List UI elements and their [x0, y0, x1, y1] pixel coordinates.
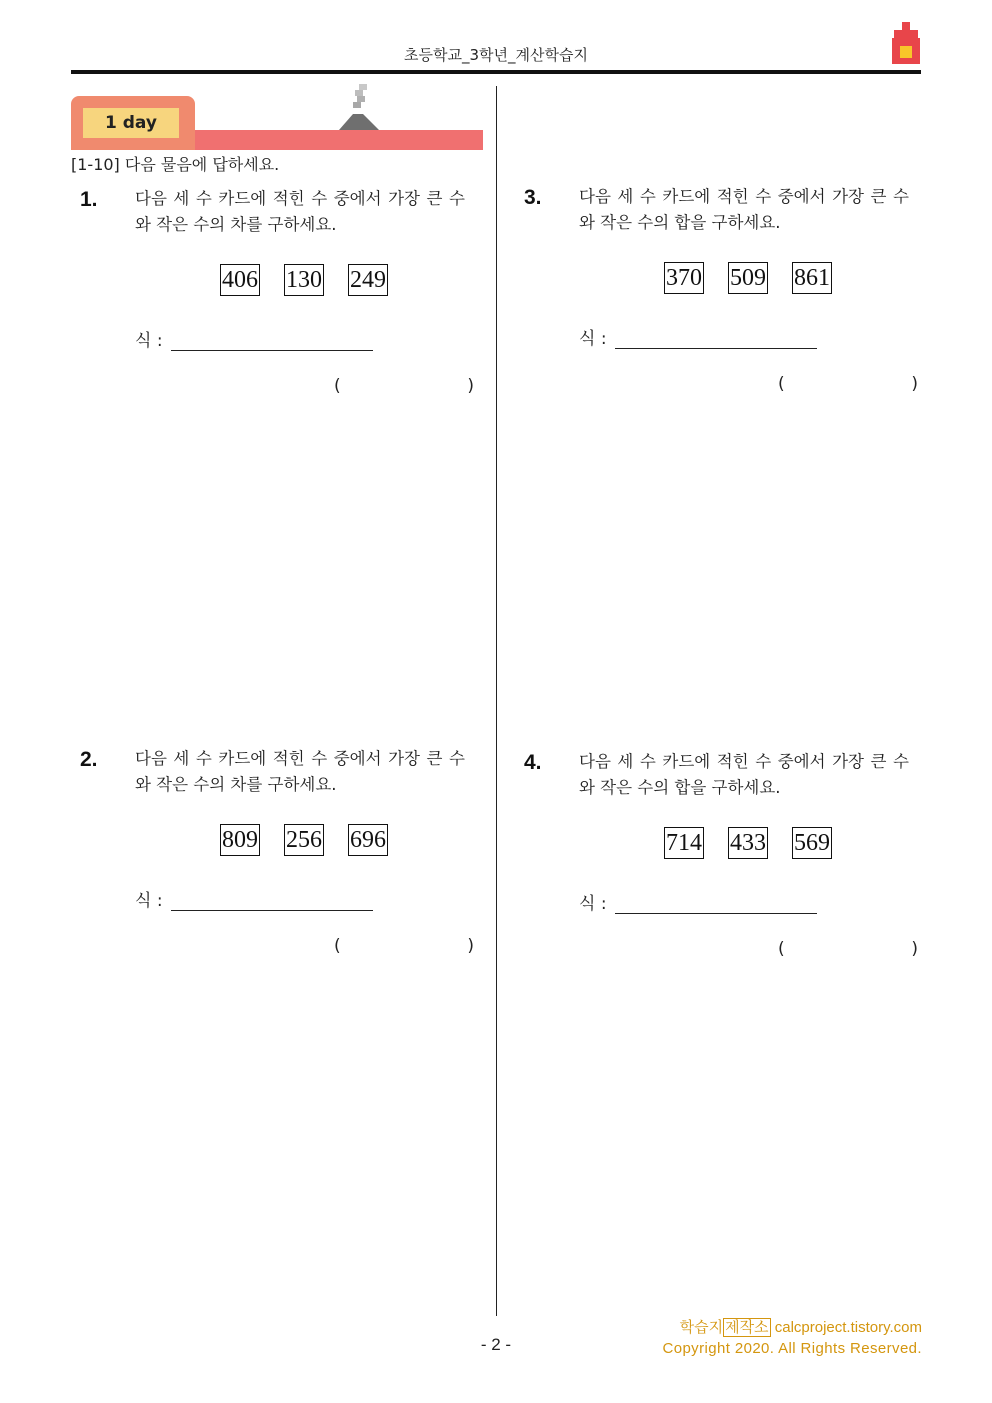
column-divider [496, 86, 497, 1316]
paren-open: ( [334, 936, 341, 956]
copyright-text: Copyright 2020. All Rights Reserved. [662, 1340, 922, 1357]
number-card: 256 [284, 824, 324, 856]
number-card: 509 [728, 262, 768, 294]
formula-answer-line[interactable] [615, 334, 817, 349]
number-card: 249 [348, 264, 388, 296]
answer-box[interactable] [334, 376, 474, 396]
paren-close: ) [911, 939, 918, 959]
paren-open: ( [334, 376, 341, 396]
number-card: 370 [664, 262, 704, 294]
answer-box[interactable] [778, 939, 918, 959]
question-number: 3. [524, 186, 542, 209]
question-number: 1. [80, 188, 98, 211]
number-cards [664, 262, 832, 294]
castle-logo-icon [890, 22, 922, 68]
instruction-text: [1-10] 다음 물음에 답하세요. [71, 155, 280, 174]
day-banner [71, 96, 483, 152]
brand-boxed: 제작소 [725, 1319, 769, 1336]
number-card: 130 [284, 264, 324, 296]
number-card: 714 [664, 827, 704, 859]
formula-label: 식 : [579, 894, 607, 914]
number-cards [220, 824, 388, 856]
formula-label: 식 : [579, 329, 607, 349]
number-card: 861 [792, 262, 832, 294]
number-cards [664, 827, 832, 859]
question-text: 다음 세 수 카드에 적힌 수 중에서 가장 큰 수와 작은 수의 차를 구하세요. [135, 189, 465, 234]
answer-box[interactable] [778, 374, 918, 394]
site-link[interactable]: calcproject.tistory.com [774, 1319, 922, 1336]
formula-row [579, 324, 817, 349]
answer-box[interactable] [334, 936, 474, 956]
header-rule [71, 70, 921, 74]
page-number: - 2 - [480, 1335, 512, 1354]
paren-open: ( [778, 374, 785, 394]
volcano-icon [329, 84, 385, 134]
paren-close: ) [467, 936, 474, 956]
paren-close: ) [467, 376, 474, 396]
question-text: 다음 세 수 카드에 적힌 수 중에서 가장 큰 수와 작은 수의 합을 구하세요. [579, 187, 909, 232]
question-text: 다음 세 수 카드에 적힌 수 중에서 가장 큰 수와 작은 수의 합을 구하세요. [579, 752, 909, 797]
number-card: 569 [792, 827, 832, 859]
brand-prefix: 학습지 [679, 1319, 724, 1336]
question-text: 다음 세 수 카드에 적힌 수 중에서 가장 큰 수와 작은 수의 차를 구하세요. [135, 749, 465, 794]
formula-row [135, 326, 373, 351]
paren-open: ( [778, 939, 785, 959]
formula-row [135, 886, 373, 911]
worksheet-title: 초등학교_3학년_계산학습지 [404, 46, 588, 64]
number-card: 433 [728, 827, 768, 859]
number-card: 696 [348, 824, 388, 856]
banner-tab [71, 96, 195, 150]
number-cards [220, 264, 388, 296]
formula-answer-line[interactable] [171, 336, 373, 351]
day-label: 1 day [83, 108, 179, 138]
formula-answer-line[interactable] [171, 896, 373, 911]
number-card: 809 [220, 824, 260, 856]
formula-label: 식 : [135, 891, 163, 911]
question-number: 2. [80, 748, 98, 771]
formula-label: 식 : [135, 331, 163, 351]
question-number: 4. [524, 751, 542, 774]
formula-row [579, 889, 817, 914]
formula-answer-line[interactable] [615, 899, 817, 914]
paren-close: ) [911, 374, 918, 394]
footer-brand [600, 1316, 922, 1337]
number-card: 406 [220, 264, 260, 296]
